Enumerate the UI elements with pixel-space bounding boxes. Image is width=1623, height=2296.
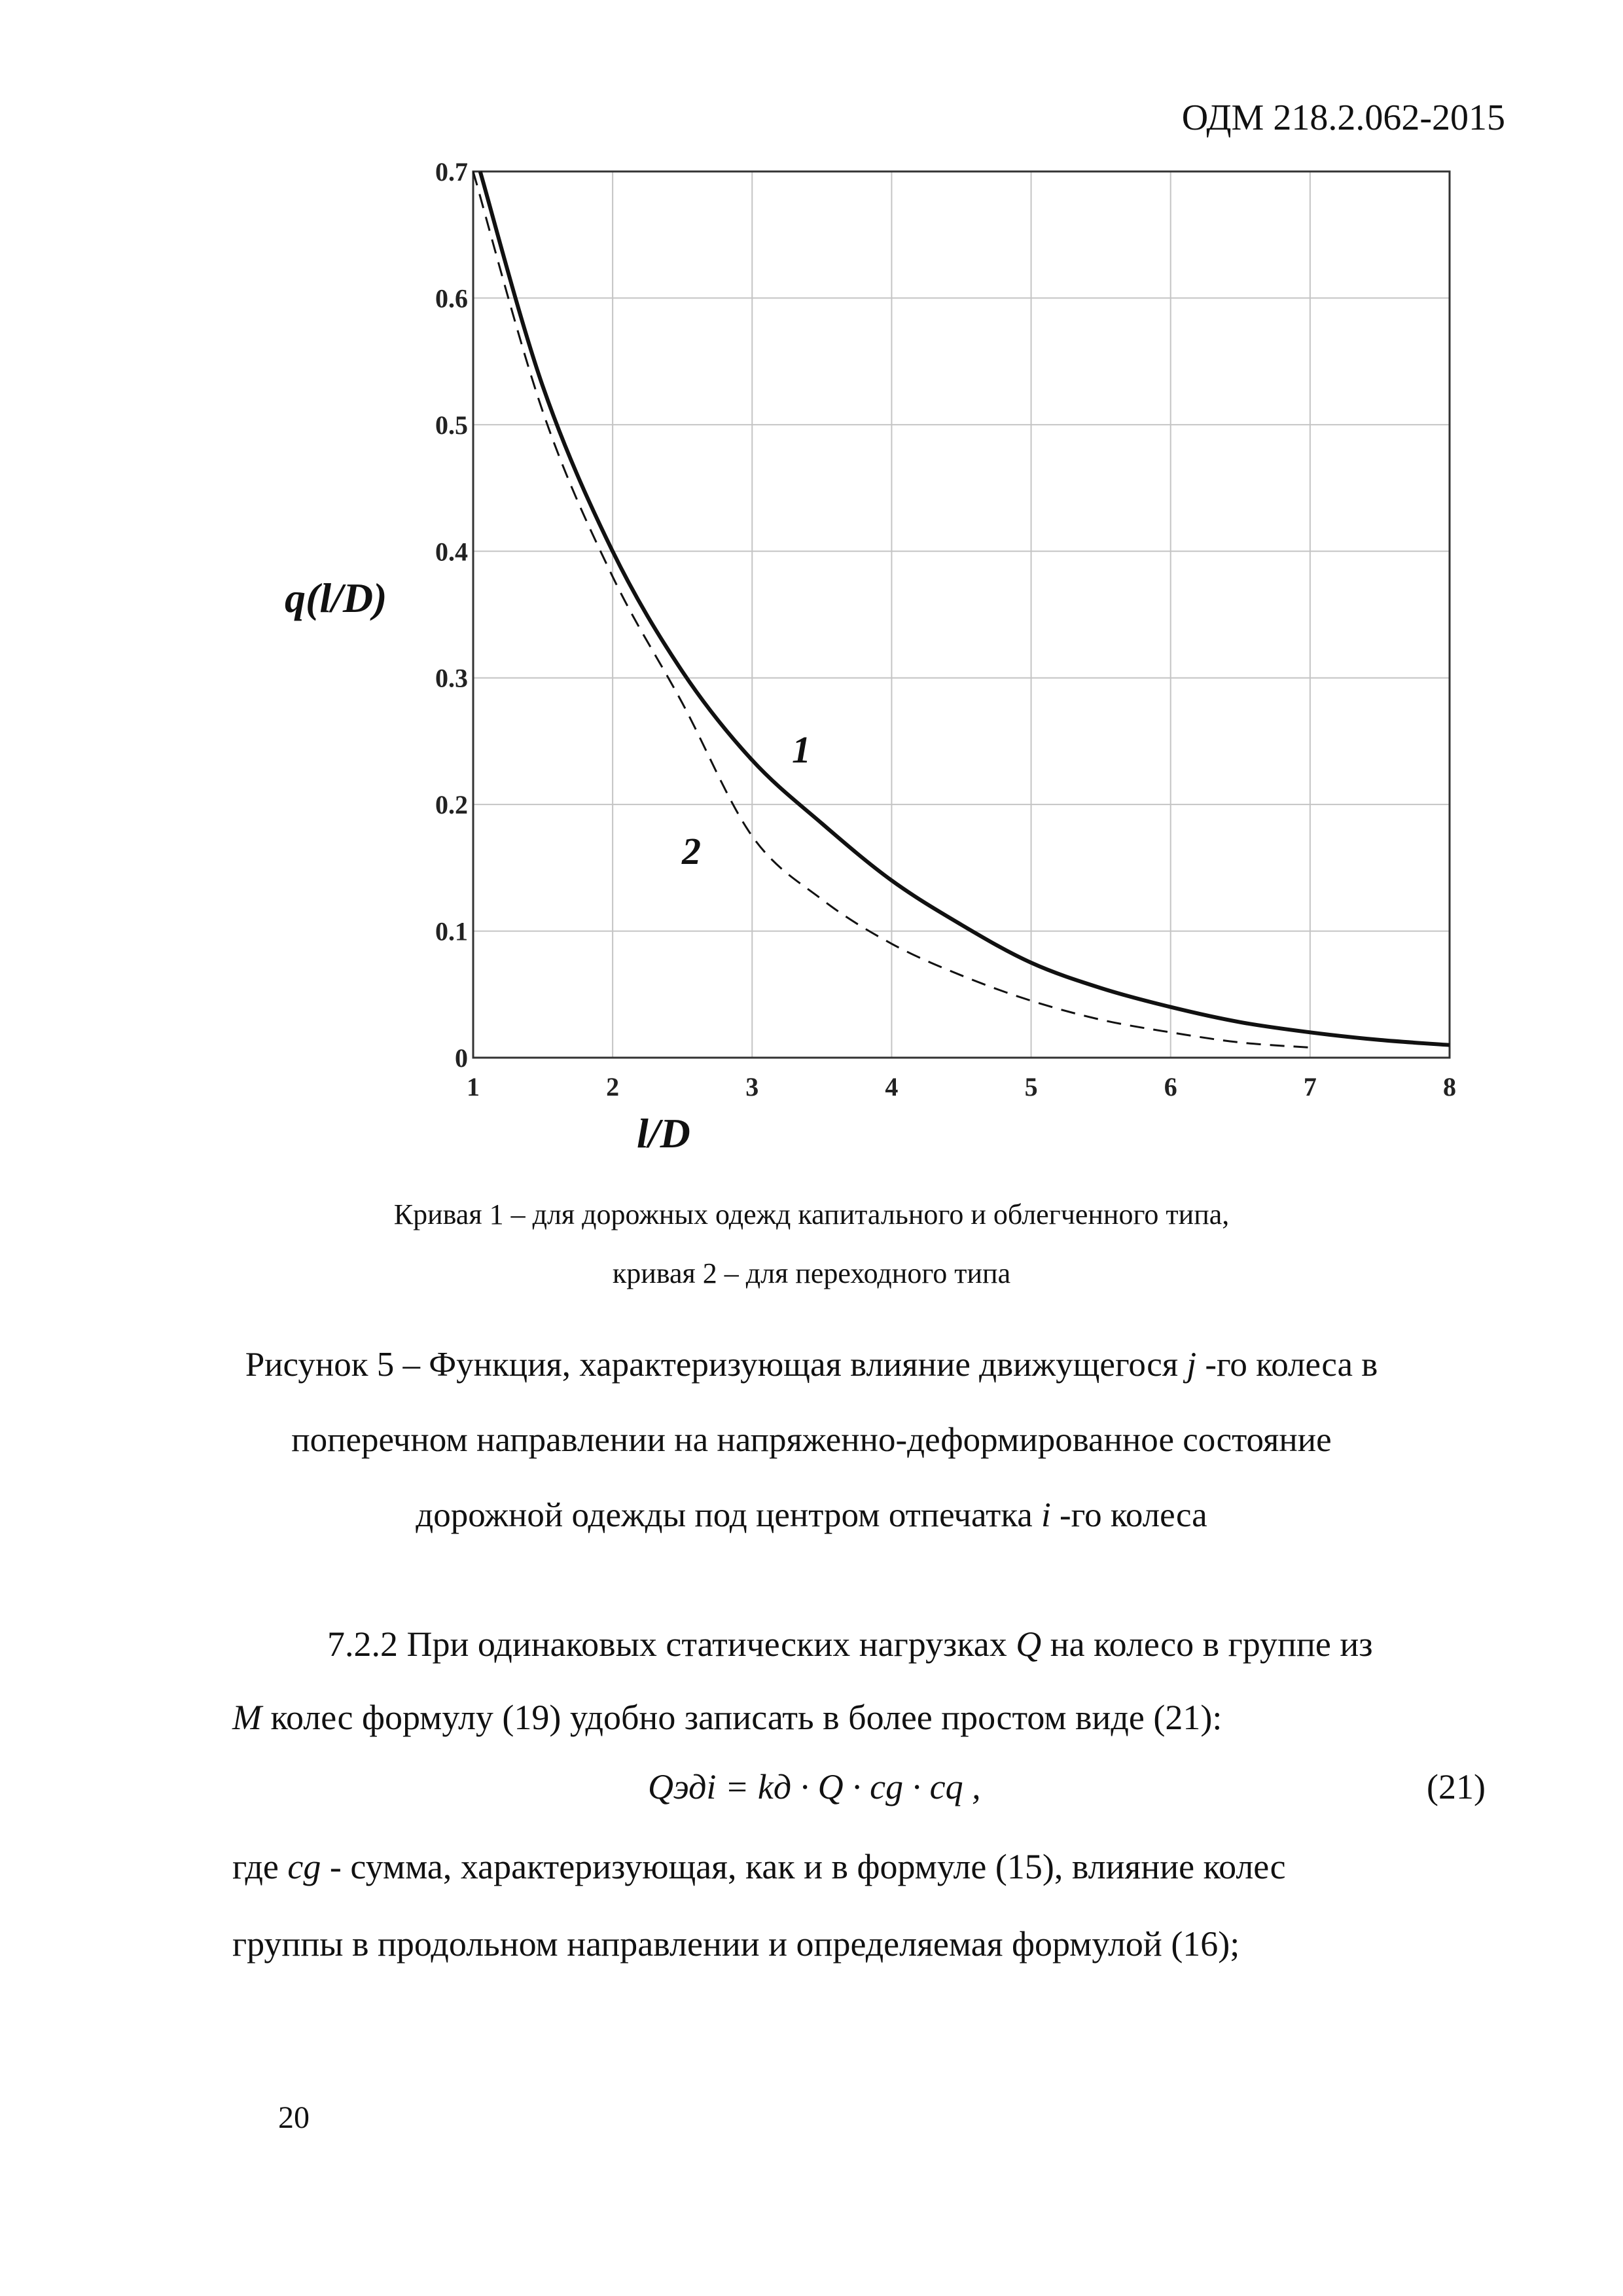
influence-function-chart xyxy=(275,151,1505,1172)
formula-21: Qэдi = kд · Q · cg · cq , xyxy=(648,1767,981,1806)
y-tick-label: 0.1 xyxy=(435,916,468,946)
figure-title-line-1: Рисунок 5 – Функция, характеризующая влияние движущегося j -го колеса в xyxy=(245,1346,1378,1384)
figure-title-line-3: дорожной одежды под центром отпечатка i -го колеса xyxy=(416,1496,1207,1534)
x-tick-label: 1 xyxy=(467,1072,480,1102)
curve-1 xyxy=(480,171,1450,1045)
y-tick-label: 0 xyxy=(455,1043,468,1073)
where-line-1: где cg - сумма, характеризующая, как и в формуле (15), влияние колес xyxy=(232,1847,1286,1886)
y-tick-label: 0.5 xyxy=(435,410,468,440)
chart-ticks xyxy=(435,157,1456,1102)
y-tick-label: 0.7 xyxy=(435,157,468,187)
figure-legend-line-2: кривая 2 – для переходного типа xyxy=(612,1257,1011,1289)
document-code: ОДМ 218.2.062-2015 xyxy=(1181,98,1505,138)
x-tick-label: 4 xyxy=(885,1072,899,1102)
x-tick-label: 2 xyxy=(606,1072,620,1102)
x-tick-label: 6 xyxy=(1164,1072,1177,1102)
y-tick-label: 0.6 xyxy=(435,283,468,314)
y-tick-label: 0.2 xyxy=(435,790,468,820)
x-axis-title: l/D xyxy=(637,1110,690,1157)
x-tick-label: 7 xyxy=(1303,1072,1317,1102)
page-number: 20 xyxy=(278,2100,310,2135)
y-tick-label: 0.3 xyxy=(435,663,468,693)
y-axis-title: q(l/D) xyxy=(285,575,387,621)
paragraph-7-2-2-line-2: M колес формулу (19) удобно записать в более простом виде (21): xyxy=(232,1698,1222,1737)
paragraph-7-2-2-line-1: 7.2.2 При одинаковых статических нагрузках Q на колесо в группе из xyxy=(327,1624,1373,1664)
figure-legend-line-1: Кривая 1 – для дорожных одежд капитального и облегченного типа, xyxy=(393,1198,1230,1230)
x-tick-label: 8 xyxy=(1443,1072,1456,1102)
x-tick-label: 5 xyxy=(1024,1072,1038,1102)
figure-title-line-2: поперечном направлении на напряженно-деформированное состояние xyxy=(291,1421,1332,1459)
formula-21-number: (21) xyxy=(1427,1767,1486,1806)
curve-label-1: 1 xyxy=(792,728,811,771)
x-tick-label: 3 xyxy=(745,1072,759,1102)
where-line-2: группы в продольном направлении и определяемая формулой (16); xyxy=(232,1924,1240,1964)
curve-label-2: 2 xyxy=(682,830,701,872)
chart-curves xyxy=(473,171,1450,1048)
y-tick-label: 0.4 xyxy=(435,537,468,567)
